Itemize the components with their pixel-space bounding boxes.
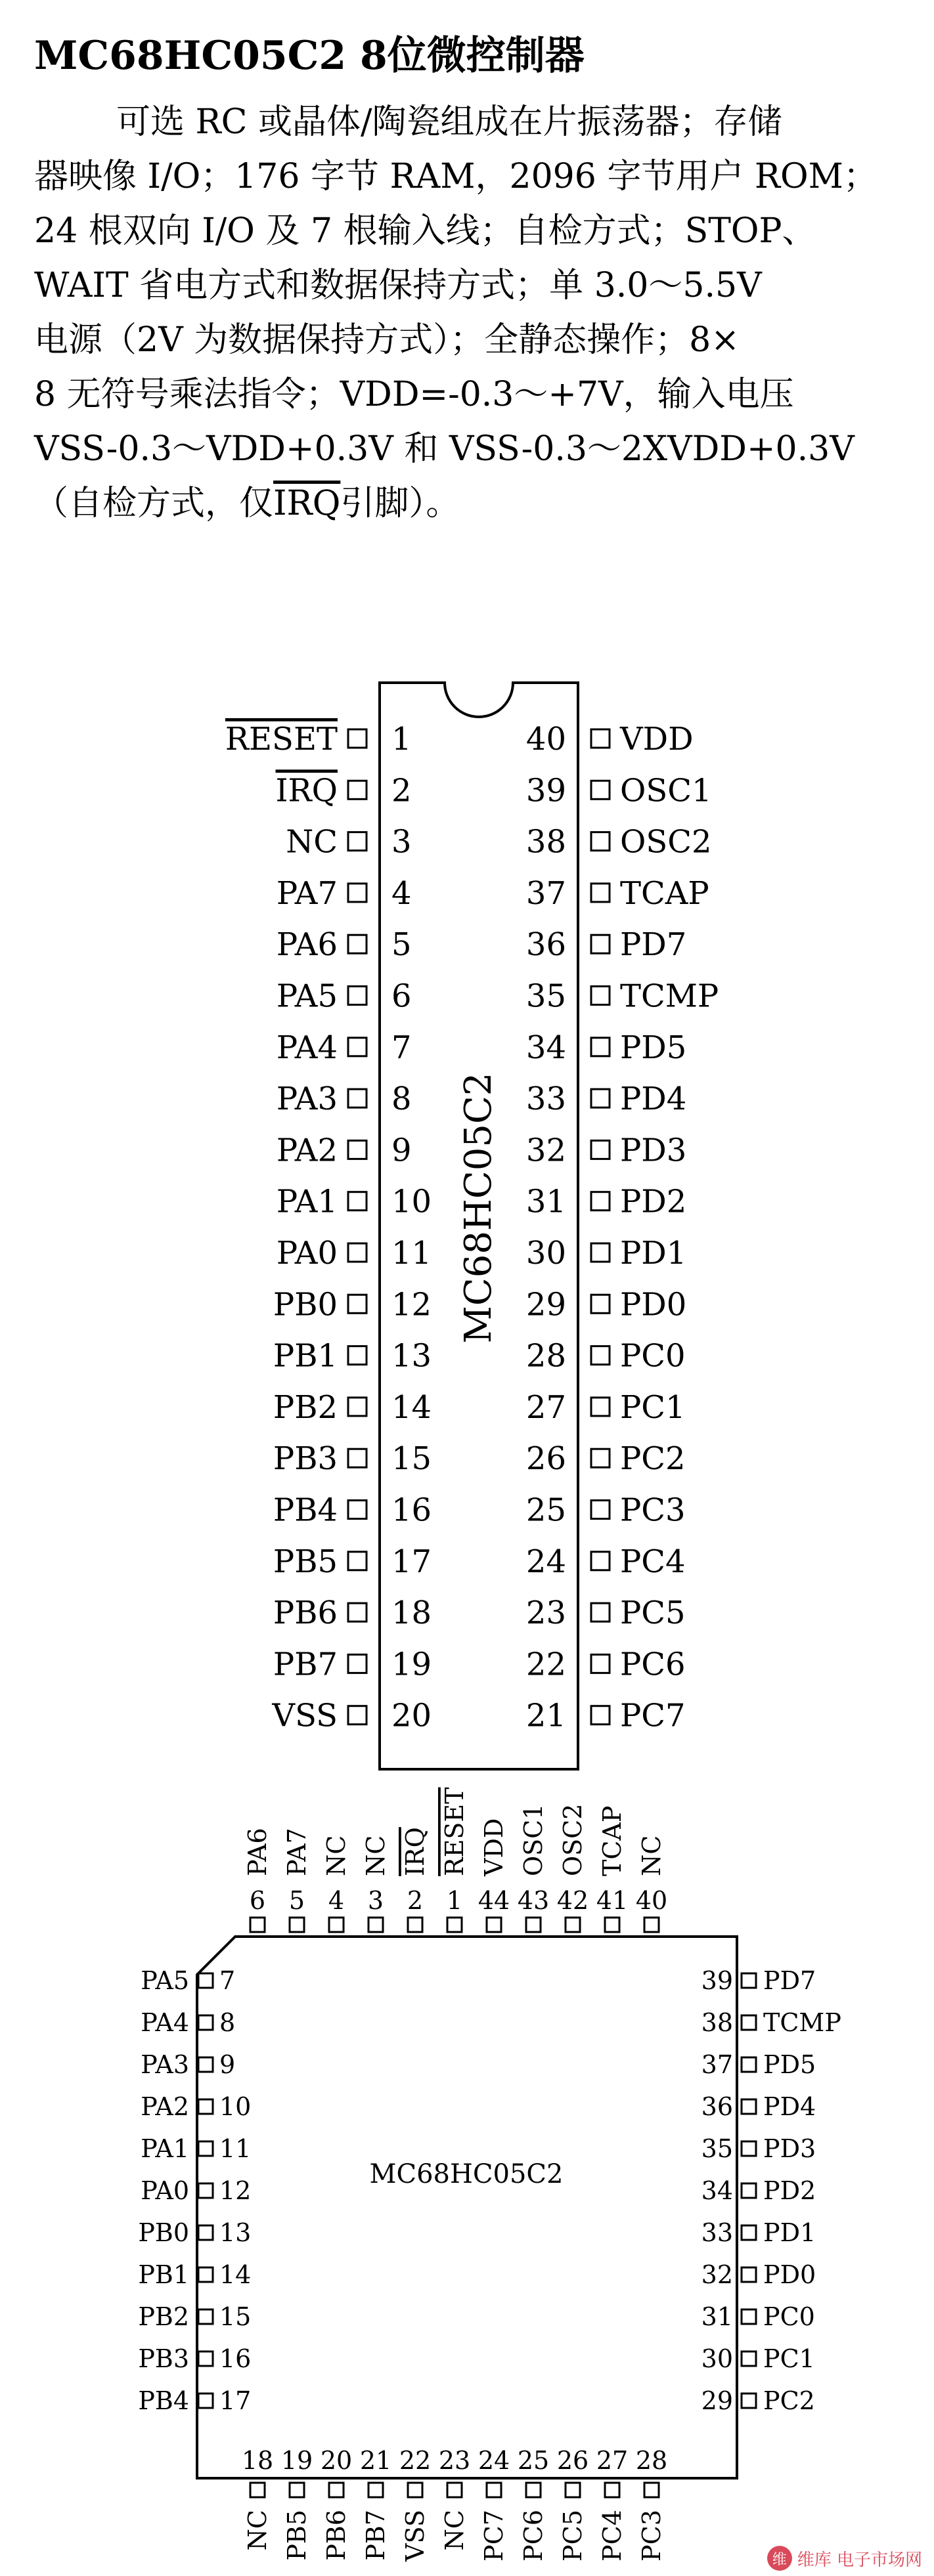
pin-number: 12 <box>219 2176 252 2205</box>
pin-number: 13 <box>391 1337 432 1375</box>
pin-pad <box>605 2483 619 2497</box>
pin-number: 11 <box>219 2134 252 2163</box>
pin-name-label: PC1 <box>763 2344 815 2373</box>
pin-name-label: PB1 <box>273 1337 338 1375</box>
description-line: 电源（2V 为数据保持方式）；全静态操作；8× <box>34 320 740 360</box>
pin-number: 13 <box>219 2218 252 2247</box>
pin-name-label: PA4 <box>276 1029 338 1066</box>
pin-number: 11 <box>391 1235 432 1272</box>
pin-pad <box>198 2225 213 2240</box>
pin-number: 6 <box>391 977 412 1015</box>
pin-number: 2 <box>391 772 412 809</box>
last-line-prefix: （自检方式，仅 <box>34 484 274 523</box>
pin-pad <box>566 1918 580 1932</box>
pin-name-label: PA1 <box>276 1183 338 1220</box>
pin-number: 14 <box>219 2260 252 2289</box>
pin-number: 30 <box>525 1235 566 1272</box>
pin-name-label: OSC2 <box>620 823 712 861</box>
pin-name-label: PD4 <box>620 1081 687 1118</box>
pin-pad <box>591 832 610 851</box>
pin-name-label: PA3 <box>276 1081 338 1118</box>
pin-name-label: PD5 <box>620 1029 687 1066</box>
pin-name-label: PD2 <box>763 2176 816 2205</box>
pin-pad <box>290 2483 304 2497</box>
pin-pad <box>198 2309 213 2324</box>
pin-name-label: NC <box>361 1835 390 1876</box>
pin-number: 1 <box>391 721 412 758</box>
pin-name-label: PA7 <box>276 874 338 912</box>
pin-name-label: PB4 <box>273 1492 338 1529</box>
description-paragraph <box>34 95 908 531</box>
pin-name-label: PB1 <box>138 2260 189 2289</box>
pin-pad <box>591 884 610 902</box>
pin-number: 16 <box>391 1492 432 1529</box>
pin-name-label: OSC1 <box>519 1803 548 1876</box>
pin-number: 33 <box>525 1081 566 1118</box>
pin-number: 20 <box>391 1697 432 1734</box>
pin-name-label: PC7 <box>479 2510 508 2562</box>
pin-number: 10 <box>391 1183 432 1220</box>
pin-name-label: OSC1 <box>620 772 712 809</box>
pin-name-label: PD3 <box>620 1132 687 1169</box>
pin-pad <box>329 1918 344 1932</box>
pin-name-label: PC2 <box>620 1440 686 1478</box>
pin-number: 19 <box>391 1646 432 1683</box>
pin-name-label: PD1 <box>763 2218 816 2247</box>
pin-name-label: PD5 <box>763 2050 816 2079</box>
pin-pad <box>348 1552 367 1570</box>
pin-number: 42 <box>556 1886 589 1915</box>
pin-number: 17 <box>219 2386 252 2415</box>
pin-name-label: IRQ <box>275 772 338 809</box>
pin-number: 12 <box>391 1286 432 1323</box>
pin-name-label: PA1 <box>141 2134 189 2163</box>
pin-number: 27 <box>525 1388 566 1426</box>
pin-pad <box>591 1706 610 1725</box>
pin-name-label: NC <box>440 2510 469 2551</box>
pin-pad <box>368 1918 383 1932</box>
pin-number: 37 <box>525 874 566 912</box>
pin-pad <box>198 2141 213 2156</box>
pin-name-label: TCMP <box>620 977 719 1015</box>
pin-name-label: PB0 <box>273 1286 338 1323</box>
pin-pad <box>348 1346 367 1365</box>
pin-number: 14 <box>391 1388 432 1426</box>
pin-number: 40 <box>525 721 566 758</box>
pin-number: 8 <box>391 1081 412 1118</box>
pin-pad <box>566 2483 580 2497</box>
pin-name-label: PA4 <box>141 2008 189 2037</box>
pin-number: 31 <box>525 1183 566 1220</box>
last-line-suffix: 引脚）。 <box>340 484 460 523</box>
pin-number: 32 <box>525 1132 566 1169</box>
pin-number: 10 <box>219 2092 252 2121</box>
pin-number: 16 <box>219 2344 252 2373</box>
pin-number: 6 <box>249 1886 266 1915</box>
pin-name-label: RESET <box>440 1787 469 1876</box>
pin-name-label: PD1 <box>620 1235 687 1272</box>
pin-name-label: PC5 <box>558 2510 587 2562</box>
pin-number: 18 <box>241 2446 274 2475</box>
pin-pad <box>591 1140 610 1159</box>
pin-name-label: PB7 <box>273 1646 338 1683</box>
pin-pad <box>447 2483 462 2497</box>
pin-pad <box>348 1089 367 1107</box>
pin-name-label: PC6 <box>620 1646 686 1683</box>
pin-pad <box>198 1973 213 1988</box>
chip-label: MC68HC05C2 <box>369 2159 564 2189</box>
watermark-text: 维库 电子市场网 <box>797 2550 922 2570</box>
pin-number: 35 <box>525 977 566 1015</box>
description-last-line <box>34 477 908 531</box>
pin-pad <box>591 1398 610 1416</box>
pin-number: 37 <box>701 2050 733 2079</box>
pin-number: 9 <box>219 2050 236 2079</box>
pin-number: 4 <box>328 1886 345 1915</box>
pin-pad <box>487 1918 501 1932</box>
pin-pad <box>348 781 367 799</box>
pin-number: 22 <box>525 1646 566 1683</box>
pin-pad <box>368 2483 383 2497</box>
pin-name-label: NC <box>243 2510 272 2551</box>
pin-pad <box>348 1038 367 1056</box>
description-line: 器映像 I/O；176 字节 RAM，2096 字节用户 ROM； <box>34 157 878 196</box>
dip40-pinout-diagram <box>0 683 934 1799</box>
pin-pad <box>591 1501 610 1519</box>
pin-number: 21 <box>525 1697 566 1734</box>
pin-number: 5 <box>391 926 412 964</box>
pin-number: 1 <box>446 1886 463 1915</box>
pin-number: 28 <box>525 1337 566 1375</box>
pin-name-label: PD7 <box>620 926 687 964</box>
pin-number: 25 <box>525 1492 566 1529</box>
pin-number: 7 <box>391 1029 412 1066</box>
pin-pad <box>348 1449 367 1467</box>
pin-pad <box>591 1295 610 1313</box>
pin-name-label: NC <box>286 823 338 861</box>
pin-pad <box>348 832 367 851</box>
pin-name-label: PB0 <box>138 2218 189 2247</box>
pin-pad <box>526 1918 541 1932</box>
pin-name-label: PC4 <box>598 2510 627 2562</box>
description-line: 8 无符号乘法指令；VDD=-0.3～+7V，输入电压 <box>34 375 794 414</box>
pin-pad <box>198 2351 213 2366</box>
pin-pad <box>348 1706 367 1725</box>
watermark <box>767 2546 922 2571</box>
pin-pad <box>591 1243 610 1262</box>
pin-name-label: IRQ <box>401 1827 430 1876</box>
pin-name-label: PB6 <box>322 2510 351 2561</box>
pin-name-label: PB4 <box>138 2386 189 2415</box>
pin-pad <box>348 1295 367 1313</box>
pin-name-label: PC1 <box>620 1388 686 1426</box>
pin-pad <box>742 1973 756 1988</box>
pin-pad <box>742 2057 756 2072</box>
pin-name-label: PB6 <box>273 1595 338 1632</box>
pin-number: 38 <box>701 2008 733 2037</box>
watermark-logo-icon: 维 <box>767 2546 792 2571</box>
pin-name-label: PB3 <box>138 2344 189 2373</box>
pin-number: 40 <box>635 1886 668 1915</box>
pin-pad <box>591 935 610 953</box>
pin-number: 24 <box>478 2446 510 2475</box>
pin-pad <box>591 781 610 799</box>
pin-pad <box>591 1654 610 1673</box>
pin-pad <box>198 2057 213 2072</box>
pin-number: 32 <box>701 2260 733 2289</box>
pin-number: 7 <box>219 1966 236 1995</box>
pin-pad <box>742 2309 756 2324</box>
pin-name-label: PB3 <box>273 1440 338 1478</box>
pin-pad <box>526 2483 541 2497</box>
chip-label: MC68HC05C2 <box>457 1072 500 1344</box>
pin-number: 2 <box>407 1886 424 1915</box>
pin-number: 15 <box>219 2302 252 2331</box>
pin-number: 5 <box>288 1886 305 1915</box>
pin-name-label: PD0 <box>620 1286 687 1323</box>
pin-pad <box>742 2267 756 2282</box>
description-line: WAIT 省电方式和数据保持方式；单 3.0～5.5V <box>34 266 762 305</box>
pin-name-label: PC5 <box>620 1595 686 1632</box>
plcc44-pinout-diagram <box>0 1787 934 2573</box>
description-line: 可选 RC 或晶体/陶瓷组成在片振荡器；存储 <box>116 102 782 142</box>
pin-pad <box>591 1192 610 1211</box>
pin-name-label: PD3 <box>763 2134 816 2163</box>
pin-pad <box>591 987 610 1005</box>
pin-number: 25 <box>517 2446 550 2475</box>
pin-pad <box>742 2015 756 2030</box>
pin-pad <box>348 1398 367 1416</box>
pin-pad <box>742 2183 756 2198</box>
pin-name-label: OSC2 <box>558 1803 587 1876</box>
pin-number: 23 <box>525 1595 566 1632</box>
pin-pad <box>591 1038 610 1056</box>
pin-pad <box>348 1501 367 1519</box>
pin-name-label: VDD <box>620 721 694 758</box>
pin-number: 31 <box>701 2302 733 2331</box>
pin-name-label: PC4 <box>620 1543 686 1580</box>
pin-number: 44 <box>478 1886 510 1915</box>
pin-number: 29 <box>525 1286 566 1323</box>
pin-name-label: PA5 <box>276 977 338 1015</box>
pin-name-label: PB5 <box>282 2510 311 2561</box>
pin-number: 43 <box>517 1886 550 1915</box>
pin-pad <box>591 1449 610 1467</box>
plcc44-package-outline <box>197 1937 737 2478</box>
pin-name-label: PA6 <box>243 1828 272 1876</box>
pin-pad <box>198 2015 213 2030</box>
pin-pad <box>348 1243 367 1262</box>
pin-pad <box>290 1918 304 1932</box>
pin-pad <box>348 1654 367 1673</box>
pin-number: 36 <box>525 926 566 964</box>
pin-pad <box>250 1918 265 1932</box>
pin-number: 30 <box>701 2344 733 2373</box>
pin-name-label: PB7 <box>361 2510 390 2561</box>
pin-name-label: VSS <box>401 2510 430 2562</box>
description-line: VSS-0.3～VDD+0.3V 和 VSS-0.3～2XVDD+0.3V <box>34 429 855 469</box>
pin-number: 18 <box>391 1595 432 1632</box>
pin-name-label: PA0 <box>276 1235 338 1272</box>
pin-number: 4 <box>391 874 412 912</box>
pin-number: 20 <box>320 2446 353 2475</box>
pin-number: 26 <box>556 2446 589 2475</box>
pin-name-label: PD0 <box>763 2260 816 2289</box>
pin-pad <box>644 2483 659 2497</box>
pin-name-label: RESET <box>225 721 338 758</box>
pin-name-label: PA2 <box>276 1132 338 1169</box>
pin-name-label: PB2 <box>273 1388 338 1426</box>
pin-number: 36 <box>701 2092 733 2121</box>
pin-pad <box>348 1140 367 1159</box>
pin-number: 9 <box>391 1132 412 1169</box>
pin-pad <box>348 935 367 953</box>
pin-pad <box>408 1918 422 1932</box>
pin-name-label: PA5 <box>141 1966 189 1995</box>
pin-pad <box>348 884 367 902</box>
pin-name-label: PC3 <box>620 1492 686 1529</box>
pin-name-label: TCMP <box>763 2008 841 2037</box>
pin-pad <box>198 2267 213 2282</box>
pin-name-label: PC0 <box>620 1337 686 1375</box>
pin-pad <box>348 1192 367 1211</box>
pin-number: 17 <box>391 1543 432 1580</box>
pin-pad <box>348 1603 367 1621</box>
pin-name-label: PC7 <box>620 1697 686 1734</box>
pin-number: 34 <box>701 2176 733 2205</box>
pin-name-label: TCAP <box>598 1805 627 1876</box>
pin-number: 3 <box>391 823 412 861</box>
pin-name-label: VSS <box>272 1697 338 1734</box>
pin-name-label: PD2 <box>620 1183 687 1220</box>
pin-name-label: PC3 <box>637 2510 666 2562</box>
pin-name-label: PB5 <box>273 1543 338 1580</box>
pin-pad <box>742 2099 756 2114</box>
pin-number: 39 <box>525 772 566 809</box>
pin-pad <box>591 1603 610 1621</box>
pin-number: 24 <box>525 1543 566 1580</box>
pin-number: 35 <box>701 2134 733 2163</box>
pin-name-label: PD4 <box>763 2092 816 2121</box>
pin-number: 23 <box>438 2446 471 2475</box>
pin-name-label: VDD <box>479 1818 508 1876</box>
pin-name-label: PB2 <box>138 2302 189 2331</box>
pin-number: 15 <box>391 1440 432 1478</box>
pin-pad <box>742 2394 756 2408</box>
pin-name-label: PC0 <box>763 2302 815 2331</box>
pin-pad <box>348 729 367 748</box>
pin-number: 27 <box>596 2446 629 2475</box>
pin-number: 22 <box>399 2446 432 2475</box>
pin-pad <box>408 2483 422 2497</box>
pin-name-label: NC <box>322 1835 351 1876</box>
pin-name-label: PA2 <box>141 2092 189 2121</box>
pin-number: 28 <box>635 2446 668 2475</box>
pin-pad <box>198 2183 213 2198</box>
pin-number: 34 <box>525 1029 566 1066</box>
pin-pad <box>348 987 367 1005</box>
irq-overline-text: $\overline{IRQ}$ <box>273 484 341 523</box>
pin-number: 33 <box>701 2218 733 2247</box>
pin-pad <box>742 2141 756 2156</box>
pin-name-label: PA0 <box>141 2176 189 2205</box>
pin-name-label: PD7 <box>763 1966 816 1995</box>
pin-name-label: TCAP <box>620 874 709 912</box>
pin-number: 8 <box>219 2008 236 2037</box>
pin-name-label: NC <box>637 1835 666 1876</box>
pin-pad <box>591 1346 610 1365</box>
pin-name-label: PA7 <box>282 1828 311 1876</box>
pin-number: 19 <box>280 2446 313 2475</box>
pin-pad <box>605 1918 619 1932</box>
pin-number: 38 <box>525 823 566 861</box>
pin-name-label: PA6 <box>276 926 338 964</box>
pin-name-label: PA3 <box>141 2050 189 2079</box>
pin-number: 41 <box>596 1886 629 1915</box>
page-title: MC68HC05C2 8位微控制器 <box>34 33 585 79</box>
description-line: 24 根双向 I/O 及 7 根输入线；自检方式；STOP、 <box>34 211 816 251</box>
pin-pad <box>742 2351 756 2366</box>
pin-pad <box>329 2483 344 2497</box>
pin-pad <box>198 2099 213 2114</box>
pin-number: 26 <box>525 1440 566 1478</box>
pin-name-label: PC6 <box>519 2510 548 2562</box>
pin-name-label: PC2 <box>763 2386 815 2415</box>
pin-pad <box>742 2225 756 2240</box>
pin-pad <box>198 2394 213 2408</box>
pin-pad <box>487 2483 501 2497</box>
pin-pad <box>644 1918 659 1932</box>
pin-pad <box>591 729 610 748</box>
pin-pad <box>591 1089 610 1107</box>
pin-pad <box>250 2483 265 2497</box>
pin-number: 21 <box>359 2446 392 2475</box>
pin-number: 29 <box>701 2386 733 2415</box>
pin-number: 39 <box>701 1966 733 1995</box>
pin-pad <box>447 1918 462 1932</box>
pin-pad <box>591 1552 610 1570</box>
pin-number: 3 <box>367 1886 384 1915</box>
